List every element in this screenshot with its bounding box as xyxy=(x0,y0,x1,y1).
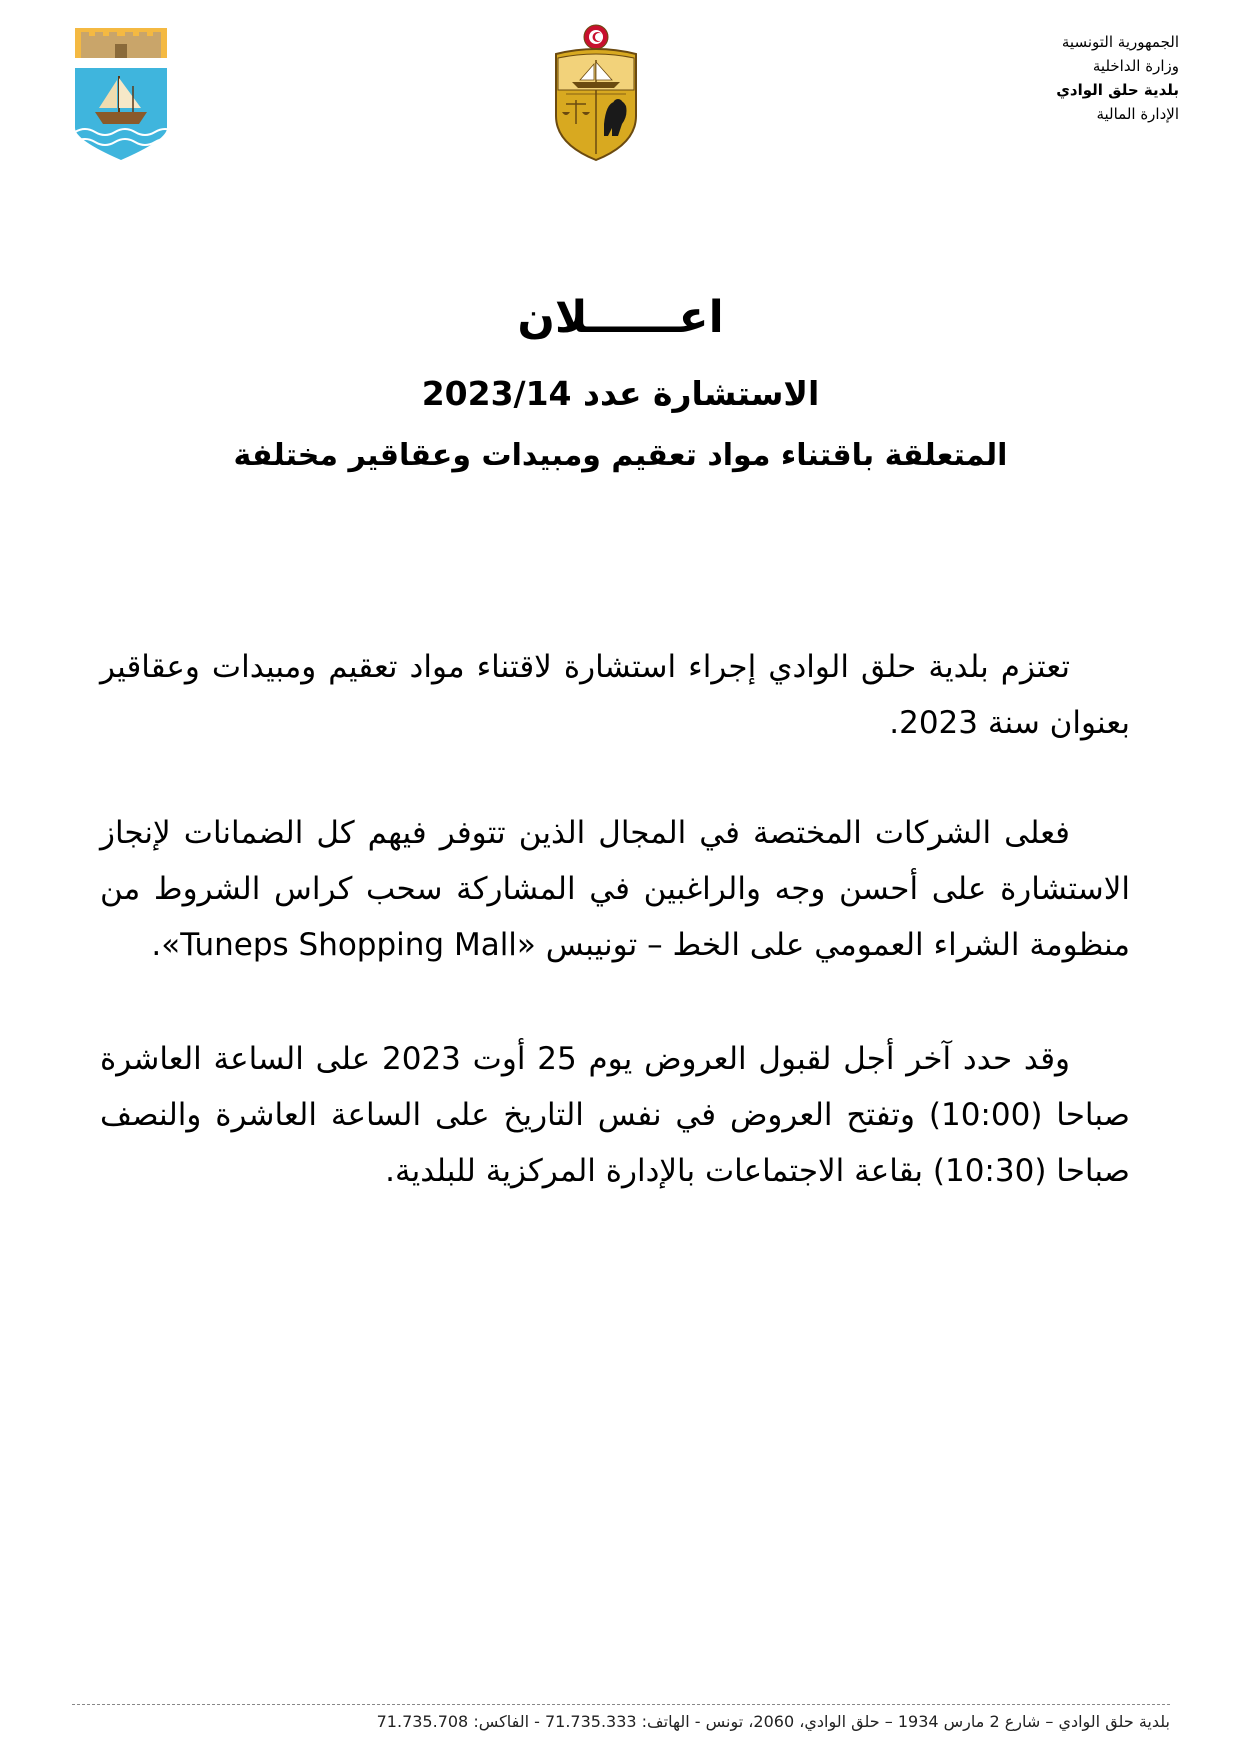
consultation-number: الاستشارة عدد 2023/14 xyxy=(421,374,820,413)
coat-of-arms xyxy=(548,24,644,162)
municipality-logo xyxy=(75,28,167,160)
paragraph-participation: فعلى الشركات المختصة في المجال الذين تتوفر فيهم كل الضمانات لإنجاز الاستشارة على أحسن وجه والراغبين في المشاركة سحب كراس الشروط من منظومة الشراء العمومي على الخط – تونيبس «Tuneps Shopping Mall». xyxy=(100,815,1130,963)
footer-contact: بلدية حلق الوادي – شارع 2 مارس 1934 – حلق الوادي، 2060، تونس - الهاتف: 71.735.333 - الفاكس: 71.735.708 xyxy=(376,1712,1170,1731)
header-department: الإدارة المالية xyxy=(1096,105,1179,123)
paragraph-deadline: وقد حدد آخر أجل لقبول العروض يوم 25 أوت 2023 على الساعة العاشرة صباحا (10:00) وتفتح العروض في نفس التاريخ على الساعة العاشرة والنصف صباحا (10:30) بقاعة الاجتماعات بالإدارة المركزية للبلدية. xyxy=(100,1041,1130,1189)
announcement-title: اعــــــلان xyxy=(517,292,724,343)
footer-divider xyxy=(72,1704,1170,1705)
consultation-subject: المتعلقة باقتناء مواد تعقيم ومبيدات وعقاقير مختلفة xyxy=(233,438,1008,473)
paragraph-intent: تعتزم بلدية حلق الوادي إجراء استشارة لاقتناء مواد تعقيم ومبيدات وعقاقير بعنوان سنة 2023. xyxy=(100,649,1130,741)
header-block xyxy=(919,30,1179,126)
header-ministry: وزارة الداخلية xyxy=(1092,57,1179,75)
header-republic: الجمهورية التونسية xyxy=(1061,33,1179,51)
header-municipality: بلدية حلق الوادي xyxy=(1056,81,1179,99)
